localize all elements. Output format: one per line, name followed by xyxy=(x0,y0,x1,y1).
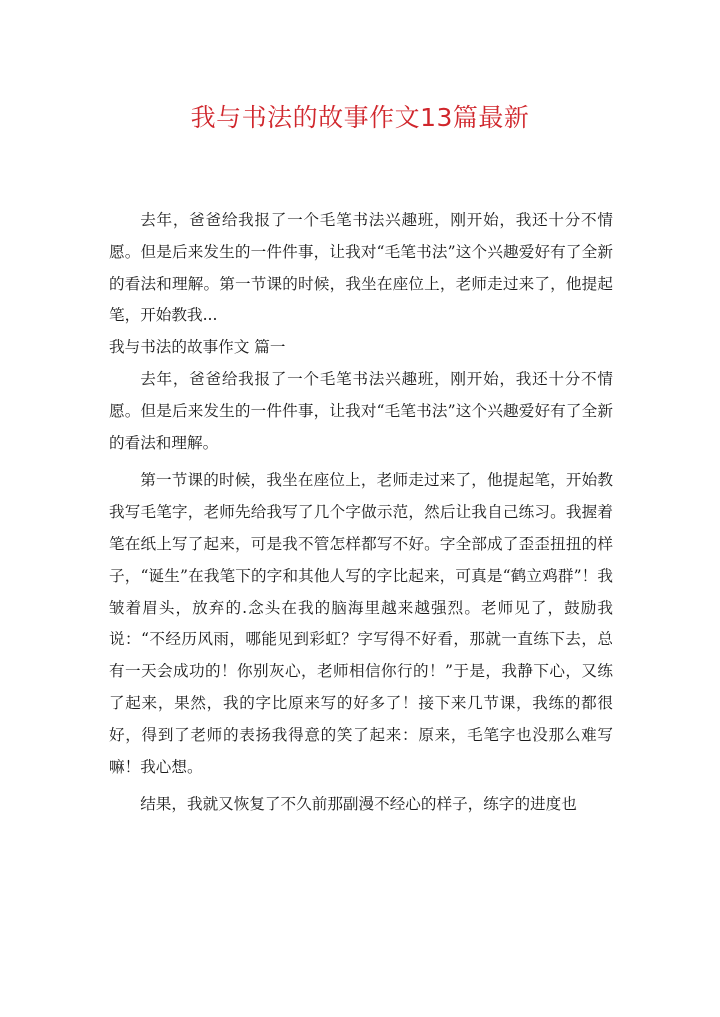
body-paragraph: 去年，爸爸给我报了一个毛笔书法兴趣班，刚开始，我还十分不情愿。但是后来发生的一件件事，让我对“毛笔书法”这个兴趣爱好有了全新的看法和理解。 xyxy=(109,369,613,452)
document-title: 我与书法的故事作文13篇最新 xyxy=(190,103,530,132)
section-heading: 我与书法的故事作文 篇一 xyxy=(109,338,286,357)
body-paragraph: 第一节课的时候，我坐在座位上，老师走过来了，他提起笔，开始教我写毛笔字，老师先给我写了几个字做示范，然后让我自己练习。我握着笔在纸上写了起来，可是我不管怎样都写不好。字全部成了歪歪扭扭的样子，“诞生”在我笔下的字和其他人写的字比起来，可真是“鹤立鸡群”！我皱着眉头，放弃的.念头在我的脑海里越来越强烈。老师见了，鼓励我说：“不经历风雨，哪能见到彩虹？字写得不好看，那就一直练下去，总有一天会成功的！你别灰心，老师相信你行的！”于是，我静下心，又练了起来，果然，我的字比原来写的好多了！接下来几节课，我练的都很好，得到了老师的表扬我得意的笑了起来：原来，毛笔字也没那么难写嘛！我心想。 xyxy=(109,471,613,776)
document-body xyxy=(109,205,613,821)
intro-paragraph: 去年，爸爸给我报了一个毛笔书法兴趣班，刚开始，我还十分不情愿。但是后来发生的一件件事，让我对“毛笔书法”这个兴趣爱好有了全新的看法和理解。第一节课的时候，我坐在座位上，老师走过来了，他提起笔，开始教我... xyxy=(109,211,613,325)
body-paragraph: 结果，我就又恢复了不久前那副漫不经心的样子，练字的进度也 xyxy=(140,795,577,814)
